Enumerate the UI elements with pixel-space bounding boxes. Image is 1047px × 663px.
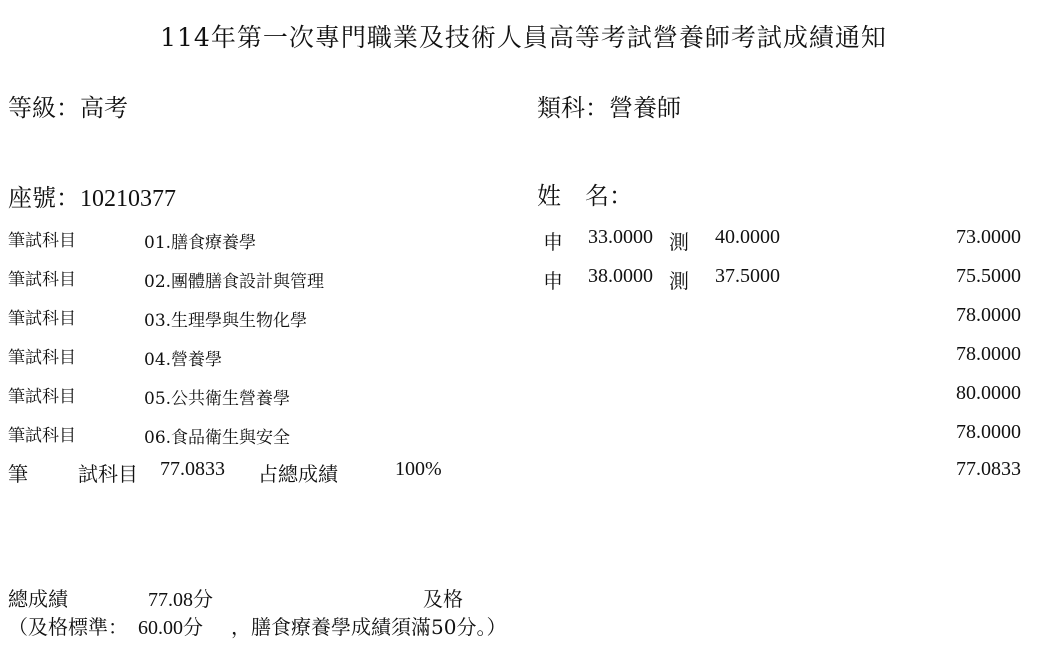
subject-name: 06.食品衛生與安全: [144, 428, 291, 448]
note-suffix: ，膳食療養學成績須滿50分。）: [231, 615, 507, 639]
level-value: 高考: [80, 94, 128, 122]
subject-total: 73.0000: [956, 226, 1021, 248]
total-value: 77.08分: [148, 589, 213, 611]
level-field: [8, 88, 128, 123]
score-b: 37.5000: [715, 265, 780, 287]
subject-total: 75.5000: [956, 265, 1021, 287]
summary-char: 筆: [8, 462, 28, 486]
pass-note: [8, 611, 506, 640]
subject-total: 78.0000: [956, 421, 1021, 443]
subject-type: 筆試科目: [8, 426, 76, 446]
summary-weight-label: 占總成績: [258, 462, 338, 486]
subject-type: 筆試科目: [8, 348, 76, 368]
subject-type: 筆試科目: [8, 387, 76, 407]
subject-name: 02.團體膳食設計與管理: [144, 272, 325, 292]
summary-weighted: 77.0833: [956, 458, 1021, 480]
subject-name: 04.營養學: [144, 350, 223, 370]
subject-total: 78.0000: [956, 343, 1021, 365]
summary-average: 77.0833: [160, 458, 225, 480]
review-mark: 申: [543, 269, 563, 293]
subject-name: 03.生理學與生物化學: [144, 311, 308, 331]
review-mark: 申: [543, 230, 563, 254]
seat-field: [8, 178, 176, 213]
note-prefix: （及格標準：: [8, 615, 128, 639]
category-label: 類科：: [537, 94, 609, 122]
score-a: 38.0000: [588, 265, 653, 287]
subject-type: 筆試科目: [8, 231, 76, 251]
subject-type: 筆試科目: [8, 270, 76, 290]
total-label: 總成績: [8, 587, 68, 611]
subject-type: 筆試科目: [8, 309, 76, 329]
pass-status: 及格: [423, 587, 463, 611]
level-label: 等級：: [8, 94, 80, 122]
test-mark: 測: [669, 269, 689, 293]
subject-name: 05.公共衛生營養學: [144, 389, 291, 409]
subject-total: 80.0000: [956, 382, 1021, 404]
score-a: 33.0000: [588, 226, 653, 248]
category-field: [537, 88, 681, 123]
summary-label: 試科目: [78, 462, 138, 486]
subject-name: 01.膳食療養學: [144, 233, 257, 253]
seat-label: 座號：: [8, 184, 80, 212]
summary-weight: 100%: [395, 458, 442, 480]
seat-value: 10210377: [80, 186, 176, 212]
page-title: 114年第一次專門職業及技術人員高等考試營養師考試成績通知: [160, 23, 887, 52]
name-label: 姓 名：: [537, 182, 633, 210]
subject-total: 78.0000: [956, 304, 1021, 326]
name-field: [537, 176, 633, 211]
score-b: 40.0000: [715, 226, 780, 248]
pass-standard: 60.00分: [138, 617, 203, 639]
category-value: 營養師: [609, 94, 681, 122]
test-mark: 測: [669, 230, 689, 254]
